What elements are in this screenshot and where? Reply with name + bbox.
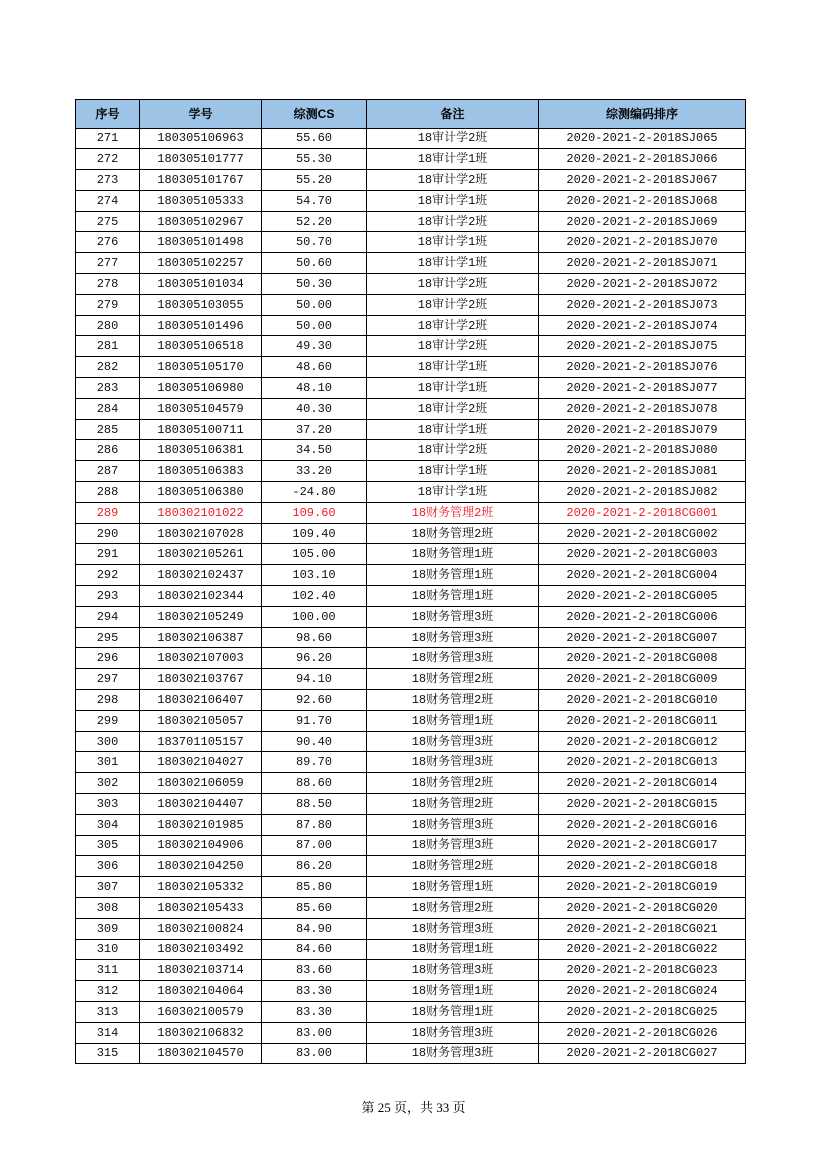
cell-score: 85.80 [262,877,367,898]
cell-remark: 18财务管理3班 [367,606,539,627]
cell-remark: 18财务管理3班 [367,814,539,835]
cell-seq: 277 [76,253,140,274]
cell-code: 2020-2021-2-2018CG007 [539,627,746,648]
cell-code: 2020-2021-2-2018SJ076 [539,357,746,378]
cell-code: 2020-2021-2-2018CG012 [539,731,746,752]
cell-seq: 288 [76,482,140,503]
cell-remark: 18审计学2班 [367,128,539,149]
table-row [76,378,746,399]
cell-code: 2020-2021-2-2018SJ082 [539,482,746,503]
cell-student-id: 180302101985 [140,814,262,835]
table-row [76,960,746,981]
cell-code: 2020-2021-2-2018CG027 [539,1043,746,1064]
table-row [76,336,746,357]
cell-remark: 18财务管理1班 [367,939,539,960]
cell-code: 2020-2021-2-2018CG016 [539,814,746,835]
cell-remark: 18审计学2班 [367,211,539,232]
cell-student-id: 180302105261 [140,544,262,565]
cell-code: 2020-2021-2-2018CG005 [539,586,746,607]
cell-remark: 18审计学1班 [367,482,539,503]
cell-seq: 313 [76,1001,140,1022]
cell-score: 33.20 [262,461,367,482]
cell-code: 2020-2021-2-2018CG025 [539,1001,746,1022]
cell-student-id: 180302106832 [140,1022,262,1043]
cell-seq: 281 [76,336,140,357]
cell-score: 105.00 [262,544,367,565]
cell-student-id: 180302104407 [140,794,262,815]
cell-remark: 18财务管理3班 [367,731,539,752]
table-row [76,731,746,752]
cell-remark: 18财务管理1班 [367,981,539,1002]
table-row [76,523,746,544]
cell-score: 50.30 [262,274,367,295]
cell-seq: 300 [76,731,140,752]
header-seq: 序号 [76,100,140,129]
cell-remark: 18财务管理1班 [367,586,539,607]
cell-code: 2020-2021-2-2018SJ068 [539,190,746,211]
cell-student-id: 180302102344 [140,586,262,607]
cell-remark: 18财务管理2班 [367,773,539,794]
cell-student-id: 180305105170 [140,357,262,378]
cell-seq: 286 [76,440,140,461]
cell-student-id: 180302107028 [140,523,262,544]
cell-remark: 18财务管理2班 [367,502,539,523]
table-row [76,315,746,336]
cell-score: 98.60 [262,627,367,648]
cell-remark: 18审计学1班 [367,419,539,440]
cell-code: 2020-2021-2-2018CG021 [539,918,746,939]
cell-score: 87.80 [262,814,367,835]
cell-seq: 278 [76,274,140,295]
table-row [76,1022,746,1043]
table-row [76,190,746,211]
table-row [76,565,746,586]
cell-seq: 273 [76,170,140,191]
table-row [76,586,746,607]
cell-seq: 315 [76,1043,140,1064]
cell-score: 50.70 [262,232,367,253]
cell-code: 2020-2021-2-2018CG015 [539,794,746,815]
cell-score: 83.60 [262,960,367,981]
cell-code: 2020-2021-2-2018CG019 [539,877,746,898]
cell-score: 52.20 [262,211,367,232]
cell-code: 2020-2021-2-2018SJ078 [539,398,746,419]
cell-remark: 18审计学2班 [367,315,539,336]
cell-score: 48.60 [262,357,367,378]
cell-score: 83.30 [262,981,367,1002]
cell-score: 102.40 [262,586,367,607]
cell-code: 2020-2021-2-2018CG008 [539,648,746,669]
cell-code: 2020-2021-2-2018CG003 [539,544,746,565]
cell-score: 87.00 [262,835,367,856]
cell-seq: 283 [76,378,140,399]
cell-remark: 18财务管理3班 [367,752,539,773]
cell-code: 2020-2021-2-2018SJ071 [539,253,746,274]
cell-student-id: 180305106380 [140,482,262,503]
table-row [76,482,746,503]
table-row [76,1001,746,1022]
cell-remark: 18财务管理1班 [367,1001,539,1022]
header-remark: 备注 [367,100,539,129]
cell-code: 2020-2021-2-2018CG006 [539,606,746,627]
cell-student-id: 180305100711 [140,419,262,440]
cell-score: 55.60 [262,128,367,149]
score-table [75,99,746,1064]
table-row [76,690,746,711]
cell-score: 50.00 [262,315,367,336]
cell-code: 2020-2021-2-2018SJ072 [539,274,746,295]
table-row [76,856,746,877]
table-row [76,294,746,315]
cell-remark: 18财务管理2班 [367,523,539,544]
table-row [76,897,746,918]
cell-seq: 279 [76,294,140,315]
cell-seq: 308 [76,897,140,918]
table-row [76,461,746,482]
table-row [76,627,746,648]
cell-student-id: 180302105332 [140,877,262,898]
cell-student-id: 180302104570 [140,1043,262,1064]
table-row [76,669,746,690]
cell-seq: 282 [76,357,140,378]
cell-seq: 284 [76,398,140,419]
cell-code: 2020-2021-2-2018SJ080 [539,440,746,461]
header-row [76,100,746,129]
cell-remark: 18财务管理3班 [367,960,539,981]
table-row [76,1043,746,1064]
cell-student-id: 180302104250 [140,856,262,877]
cell-code: 2020-2021-2-2018SJ069 [539,211,746,232]
cell-code: 2020-2021-2-2018SJ079 [539,419,746,440]
cell-code: 2020-2021-2-2018CG022 [539,939,746,960]
cell-seq: 302 [76,773,140,794]
cell-score: 92.60 [262,690,367,711]
cell-code: 2020-2021-2-2018CG018 [539,856,746,877]
table-row [76,253,746,274]
table-row [76,357,746,378]
cell-student-id: 180302100824 [140,918,262,939]
cell-seq: 298 [76,690,140,711]
cell-student-id: 180305101034 [140,274,262,295]
cell-code: 2020-2021-2-2018CG020 [539,897,746,918]
cell-seq: 303 [76,794,140,815]
cell-score: 91.70 [262,710,367,731]
cell-score: 34.50 [262,440,367,461]
cell-code: 2020-2021-2-2018SJ081 [539,461,746,482]
table-header [76,100,746,129]
cell-score: 109.60 [262,502,367,523]
cell-student-id: 180302104064 [140,981,262,1002]
cell-remark: 18审计学1班 [367,357,539,378]
table-row [76,419,746,440]
cell-remark: 18审计学1班 [367,190,539,211]
cell-seq: 297 [76,669,140,690]
table-row [76,939,746,960]
cell-score: 48.10 [262,378,367,399]
table-row [76,981,746,1002]
cell-student-id: 180305104579 [140,398,262,419]
cell-remark: 18审计学1班 [367,149,539,170]
table-row [76,918,746,939]
cell-remark: 18审计学1班 [367,232,539,253]
cell-remark: 18财务管理3班 [367,835,539,856]
cell-seq: 314 [76,1022,140,1043]
header-code: 综测编码排序 [539,100,746,129]
cell-student-id: 180302104906 [140,835,262,856]
cell-seq: 290 [76,523,140,544]
cell-score: 83.00 [262,1022,367,1043]
table-row [76,877,746,898]
cell-remark: 18审计学2班 [367,336,539,357]
cell-student-id: 180305103055 [140,294,262,315]
cell-remark: 18财务管理2班 [367,794,539,815]
cell-code: 2020-2021-2-2018CG010 [539,690,746,711]
page-footer: 第 25 页，共 33 页 [361,1100,466,1115]
table-row [76,794,746,815]
cell-student-id: 180302106059 [140,773,262,794]
cell-seq: 272 [76,149,140,170]
cell-student-id: 180305101767 [140,170,262,191]
cell-remark: 18财务管理1班 [367,565,539,586]
table-row [76,274,746,295]
cell-score: 94.10 [262,669,367,690]
table-row [76,232,746,253]
cell-score: -24.80 [262,482,367,503]
cell-code: 2020-2021-2-2018CG014 [539,773,746,794]
cell-code: 2020-2021-2-2018CG002 [539,523,746,544]
cell-seq: 274 [76,190,140,211]
cell-remark: 18审计学2班 [367,170,539,191]
table-body [76,128,746,1064]
cell-student-id: 180302102437 [140,565,262,586]
table-row [76,544,746,565]
cell-seq: 307 [76,877,140,898]
cell-student-id: 180302103714 [140,960,262,981]
cell-seq: 285 [76,419,140,440]
cell-score: 55.20 [262,170,367,191]
table-row [76,752,746,773]
cell-seq: 275 [76,211,140,232]
cell-remark: 18审计学2班 [367,398,539,419]
cell-code: 2020-2021-2-2018CG009 [539,669,746,690]
cell-remark: 18审计学2班 [367,440,539,461]
cell-score: 50.00 [262,294,367,315]
cell-remark: 18财务管理2班 [367,897,539,918]
cell-seq: 296 [76,648,140,669]
cell-student-id: 180302105057 [140,710,262,731]
table-row [76,398,746,419]
cell-score: 40.30 [262,398,367,419]
cell-remark: 18财务管理2班 [367,856,539,877]
cell-seq: 311 [76,960,140,981]
cell-score: 88.60 [262,773,367,794]
cell-seq: 299 [76,710,140,731]
cell-seq: 295 [76,627,140,648]
cell-remark: 18财务管理3班 [367,627,539,648]
table-row [76,440,746,461]
cell-score: 37.20 [262,419,367,440]
cell-code: 2020-2021-2-2018SJ070 [539,232,746,253]
cell-seq: 271 [76,128,140,149]
cell-seq: 304 [76,814,140,835]
cell-remark: 18审计学2班 [367,274,539,295]
cell-code: 2020-2021-2-2018CG026 [539,1022,746,1043]
cell-student-id: 160302100579 [140,1001,262,1022]
cell-remark: 18财务管理3班 [367,918,539,939]
cell-score: 85.60 [262,897,367,918]
cell-seq: 276 [76,232,140,253]
cell-remark: 18财务管理2班 [367,669,539,690]
table-row [76,835,746,856]
cell-code: 2020-2021-2-2018SJ075 [539,336,746,357]
cell-code: 2020-2021-2-2018SJ073 [539,294,746,315]
cell-seq: 306 [76,856,140,877]
cell-code: 2020-2021-2-2018SJ077 [539,378,746,399]
cell-student-id: 180305106980 [140,378,262,399]
cell-seq: 309 [76,918,140,939]
cell-code: 2020-2021-2-2018CG001 [539,502,746,523]
cell-code: 2020-2021-2-2018CG004 [539,565,746,586]
cell-code: 2020-2021-2-2018CG011 [539,710,746,731]
table-row [76,170,746,191]
cell-seq: 294 [76,606,140,627]
cell-remark: 18财务管理3班 [367,648,539,669]
cell-remark: 18财务管理1班 [367,710,539,731]
cell-student-id: 180305101496 [140,315,262,336]
cell-remark: 18审计学1班 [367,378,539,399]
cell-student-id: 180302103767 [140,669,262,690]
cell-student-id: 180305105333 [140,190,262,211]
cell-score: 84.60 [262,939,367,960]
header-score: 综测CS [262,100,367,129]
cell-score: 50.60 [262,253,367,274]
cell-seq: 289 [76,502,140,523]
table-row [76,814,746,835]
cell-student-id: 183701105157 [140,731,262,752]
cell-seq: 312 [76,981,140,1002]
cell-remark: 18财务管理1班 [367,877,539,898]
cell-student-id: 180302103492 [140,939,262,960]
cell-code: 2020-2021-2-2018SJ067 [539,170,746,191]
cell-student-id: 180302101022 [140,502,262,523]
cell-student-id: 180305101777 [140,149,262,170]
cell-student-id: 180302104027 [140,752,262,773]
cell-score: 90.40 [262,731,367,752]
cell-student-id: 180302106387 [140,627,262,648]
cell-student-id: 180302105249 [140,606,262,627]
cell-seq: 310 [76,939,140,960]
header-student-id: 学号 [140,100,262,129]
cell-score: 84.90 [262,918,367,939]
cell-student-id: 180302107003 [140,648,262,669]
cell-student-id: 180302106407 [140,690,262,711]
cell-seq: 292 [76,565,140,586]
cell-code: 2020-2021-2-2018SJ066 [539,149,746,170]
cell-seq: 293 [76,586,140,607]
table-row [76,648,746,669]
cell-seq: 305 [76,835,140,856]
table-row [76,502,746,523]
cell-student-id: 180305106381 [140,440,262,461]
cell-score: 88.50 [262,794,367,815]
cell-code: 2020-2021-2-2018CG023 [539,960,746,981]
cell-student-id: 180305106383 [140,461,262,482]
cell-score: 109.40 [262,523,367,544]
cell-score: 54.70 [262,190,367,211]
cell-code: 2020-2021-2-2018CG024 [539,981,746,1002]
cell-score: 83.30 [262,1001,367,1022]
cell-seq: 301 [76,752,140,773]
cell-remark: 18审计学2班 [367,294,539,315]
cell-score: 103.10 [262,565,367,586]
cell-code: 2020-2021-2-2018SJ065 [539,128,746,149]
cell-remark: 18财务管理1班 [367,544,539,565]
cell-score: 83.00 [262,1043,367,1064]
cell-code: 2020-2021-2-2018CG013 [539,752,746,773]
cell-student-id: 180305102257 [140,253,262,274]
cell-score: 100.00 [262,606,367,627]
table-row [76,211,746,232]
cell-student-id: 180302105433 [140,897,262,918]
cell-seq: 291 [76,544,140,565]
table-row [76,773,746,794]
cell-seq: 280 [76,315,140,336]
cell-student-id: 180305106963 [140,128,262,149]
cell-remark: 18财务管理2班 [367,690,539,711]
cell-score: 86.20 [262,856,367,877]
cell-student-id: 180305102967 [140,211,262,232]
cell-score: 55.30 [262,149,367,170]
cell-score: 89.70 [262,752,367,773]
cell-remark: 18审计学1班 [367,461,539,482]
table-row [76,606,746,627]
cell-score: 49.30 [262,336,367,357]
cell-student-id: 180305106518 [140,336,262,357]
cell-remark: 18财务管理3班 [367,1022,539,1043]
cell-remark: 18财务管理3班 [367,1043,539,1064]
table-row [76,149,746,170]
table-row [76,710,746,731]
cell-student-id: 180305101498 [140,232,262,253]
table-row [76,128,746,149]
cell-score: 96.20 [262,648,367,669]
cell-code: 2020-2021-2-2018SJ074 [539,315,746,336]
cell-seq: 287 [76,461,140,482]
cell-remark: 18审计学1班 [367,253,539,274]
cell-code: 2020-2021-2-2018CG017 [539,835,746,856]
